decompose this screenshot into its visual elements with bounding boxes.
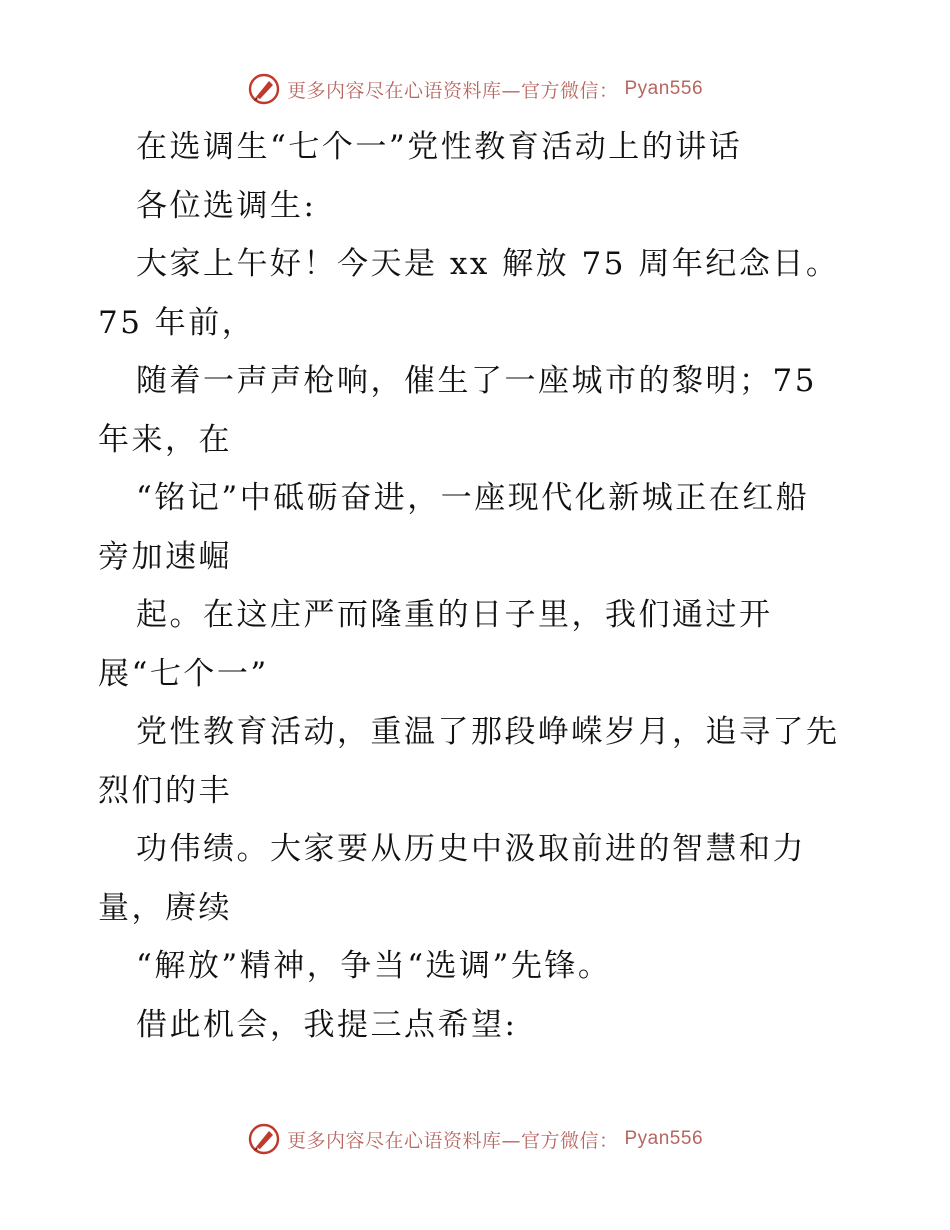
text-line: “解放”精神，争当“选调”先锋。: [136, 948, 612, 984]
watermark-text: 更多内容尽在心语资料库—官方微信：: [286, 79, 619, 102]
text-line: 起。在这庄严而隆重的日子里，我们通过开: [136, 597, 773, 633]
watermark-id: Pyan556: [624, 78, 704, 99]
text-line: 75 年前，: [98, 304, 256, 341]
text-line: 旁加速崛: [98, 538, 232, 575]
watermark-id: Pyan556: [624, 1128, 704, 1149]
watermark-text: 更多内容尽在心语资料库—官方微信：: [286, 1129, 619, 1152]
text-line: 烈们的丰: [98, 772, 232, 809]
salutation: 各位选调生:: [136, 187, 317, 224]
doc-title: 在选调生“七个一”党性教育活动上的讲话: [136, 129, 743, 165]
document-body: [98, 118, 858, 1054]
text-line: “铭记”中砥砺奋进，一座现代化新城正在红船: [136, 480, 810, 516]
text-line: 大家上午好！今天是 xx 解放 75 周年纪念日。: [136, 246, 840, 282]
pen-logo-icon: [247, 1122, 281, 1156]
header-watermark: [0, 72, 950, 106]
pen-logo-icon: [247, 72, 281, 106]
text-line: 年来，在: [98, 421, 232, 458]
text-line: 功伟绩。大家要从历史中汲取前进的智慧和力: [136, 831, 806, 867]
text-line: 量，赓续: [98, 889, 232, 926]
text-line: 随着一声声枪响，催生了一座城市的黎明；75: [136, 363, 817, 399]
text-line: 党性教育活动，重温了那段峥嵘岁月，追寻了先: [136, 714, 840, 750]
text-line: 展“七个一”: [98, 655, 269, 692]
text-line: 借此机会，我提三点希望:: [136, 1006, 518, 1043]
footer-watermark: [0, 1122, 950, 1156]
